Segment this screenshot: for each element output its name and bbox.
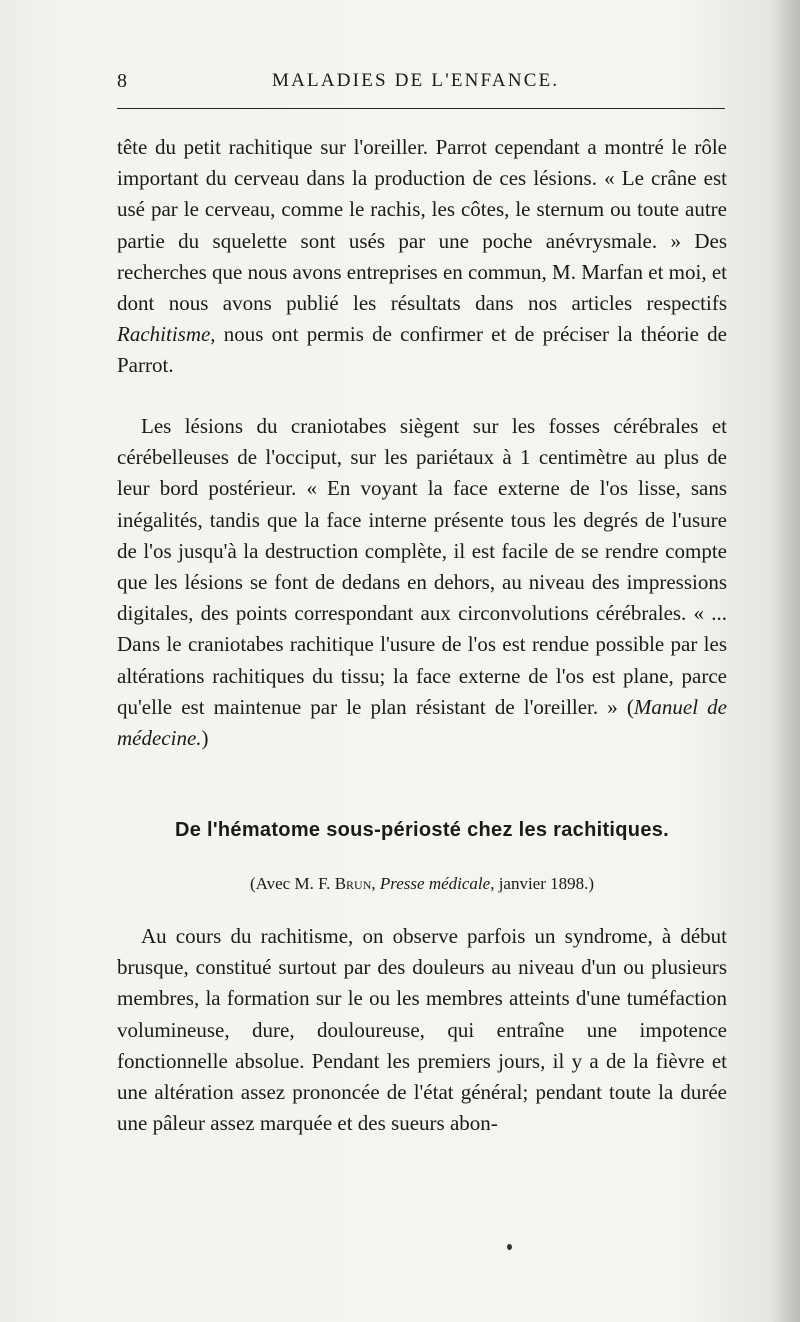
paragraph-continued: [117, 132, 727, 382]
paragraph-2-text-end: ): [201, 726, 209, 751]
source-suffix: , janvier 1898.): [490, 874, 595, 893]
page-number: 8: [117, 70, 127, 92]
paragraph-hematome: [117, 921, 727, 1139]
paragraph-2: [117, 411, 727, 754]
paragraph-1: [117, 132, 727, 382]
header-rule: [117, 108, 725, 109]
page-header: [117, 70, 727, 100]
source-separator: ,: [371, 874, 380, 893]
source-author: Brun: [334, 874, 372, 893]
source-prefix: (Avec M. F.: [249, 874, 335, 893]
source-journal: Presse médicale: [379, 874, 491, 893]
paragraph-2-italic: Manuel de médecine.: [117, 694, 727, 751]
section-title: De l'hématome sous-périosté chez les rachitiques.: [174, 819, 670, 841]
page-edge-shadow: [772, 0, 800, 1322]
ink-speck: [507, 1244, 512, 1250]
paragraph-1-text-end: nous ont permis de confirmer et de préciser la théorie de Parrot.: [117, 322, 727, 378]
paragraph-2-text: Les lésions du craniotabes siègent sur les fosses cérébrales et cérébelleuses de l'occiput, sur les pariétaux à 1 centimètre au plus de leur bord postérieur. « En voyant la face externe de l'os lisse, sans inégalités, tandis que la face interne présente tous les degrés de l'usure de l'os jusqu'à la destruction complète, il est facile de se rendre compte que les lésions se font de dedans en dehors, au niveau des impressions digitales, des points correspondant aux circonvolutions cérébrales. « ... Dans le craniotabes rachitique l'usure de l'os est rendue possible par les altérations rachitiques du tissu; la face externe de l'os est plane, parce qu'elle est maintenue par le plan résistant de l'oreiller. » (: [117, 414, 727, 719]
running-title: MALADIES DE L'ENFANCE.: [272, 70, 560, 91]
section-source: [117, 874, 727, 894]
paragraph-craniotabes: [117, 411, 727, 754]
paragraph-1-text: tête du petit rachitique sur l'oreiller. Parrot cependant a montré le rôle important du cerveau dans la production de ces lésions. « Le crâne est usé par le cerveau, comme le rachis, les côtes, le sternum ou toute autre partie du squelette sont usés par une poche anévrysmale. » Des recherches que nous avons entreprises en commun, M. Marfan et moi, et dont nous avons publié les résultats dans nos articles respectifs: [117, 135, 727, 316]
paragraph-1-italic: Rachitisme,: [117, 322, 216, 347]
paragraph-3: Au cours du rachitisme, on observe parfois un syndrome, à début brusque, constitué surtout par des douleurs au niveau d'un ou plusieurs membres, la formation sur le ou les membres atteints d'une tuméfaction volumineuse, dure, douloureuse, qui entraîne une impotence fonctionnelle absolue. Pendant les premiers jours, il y a de la fièvre et une altération assez prononcée de l'état général; pendant toute la durée une pâleur assez marquée et des sueurs abon-: [117, 924, 727, 1136]
